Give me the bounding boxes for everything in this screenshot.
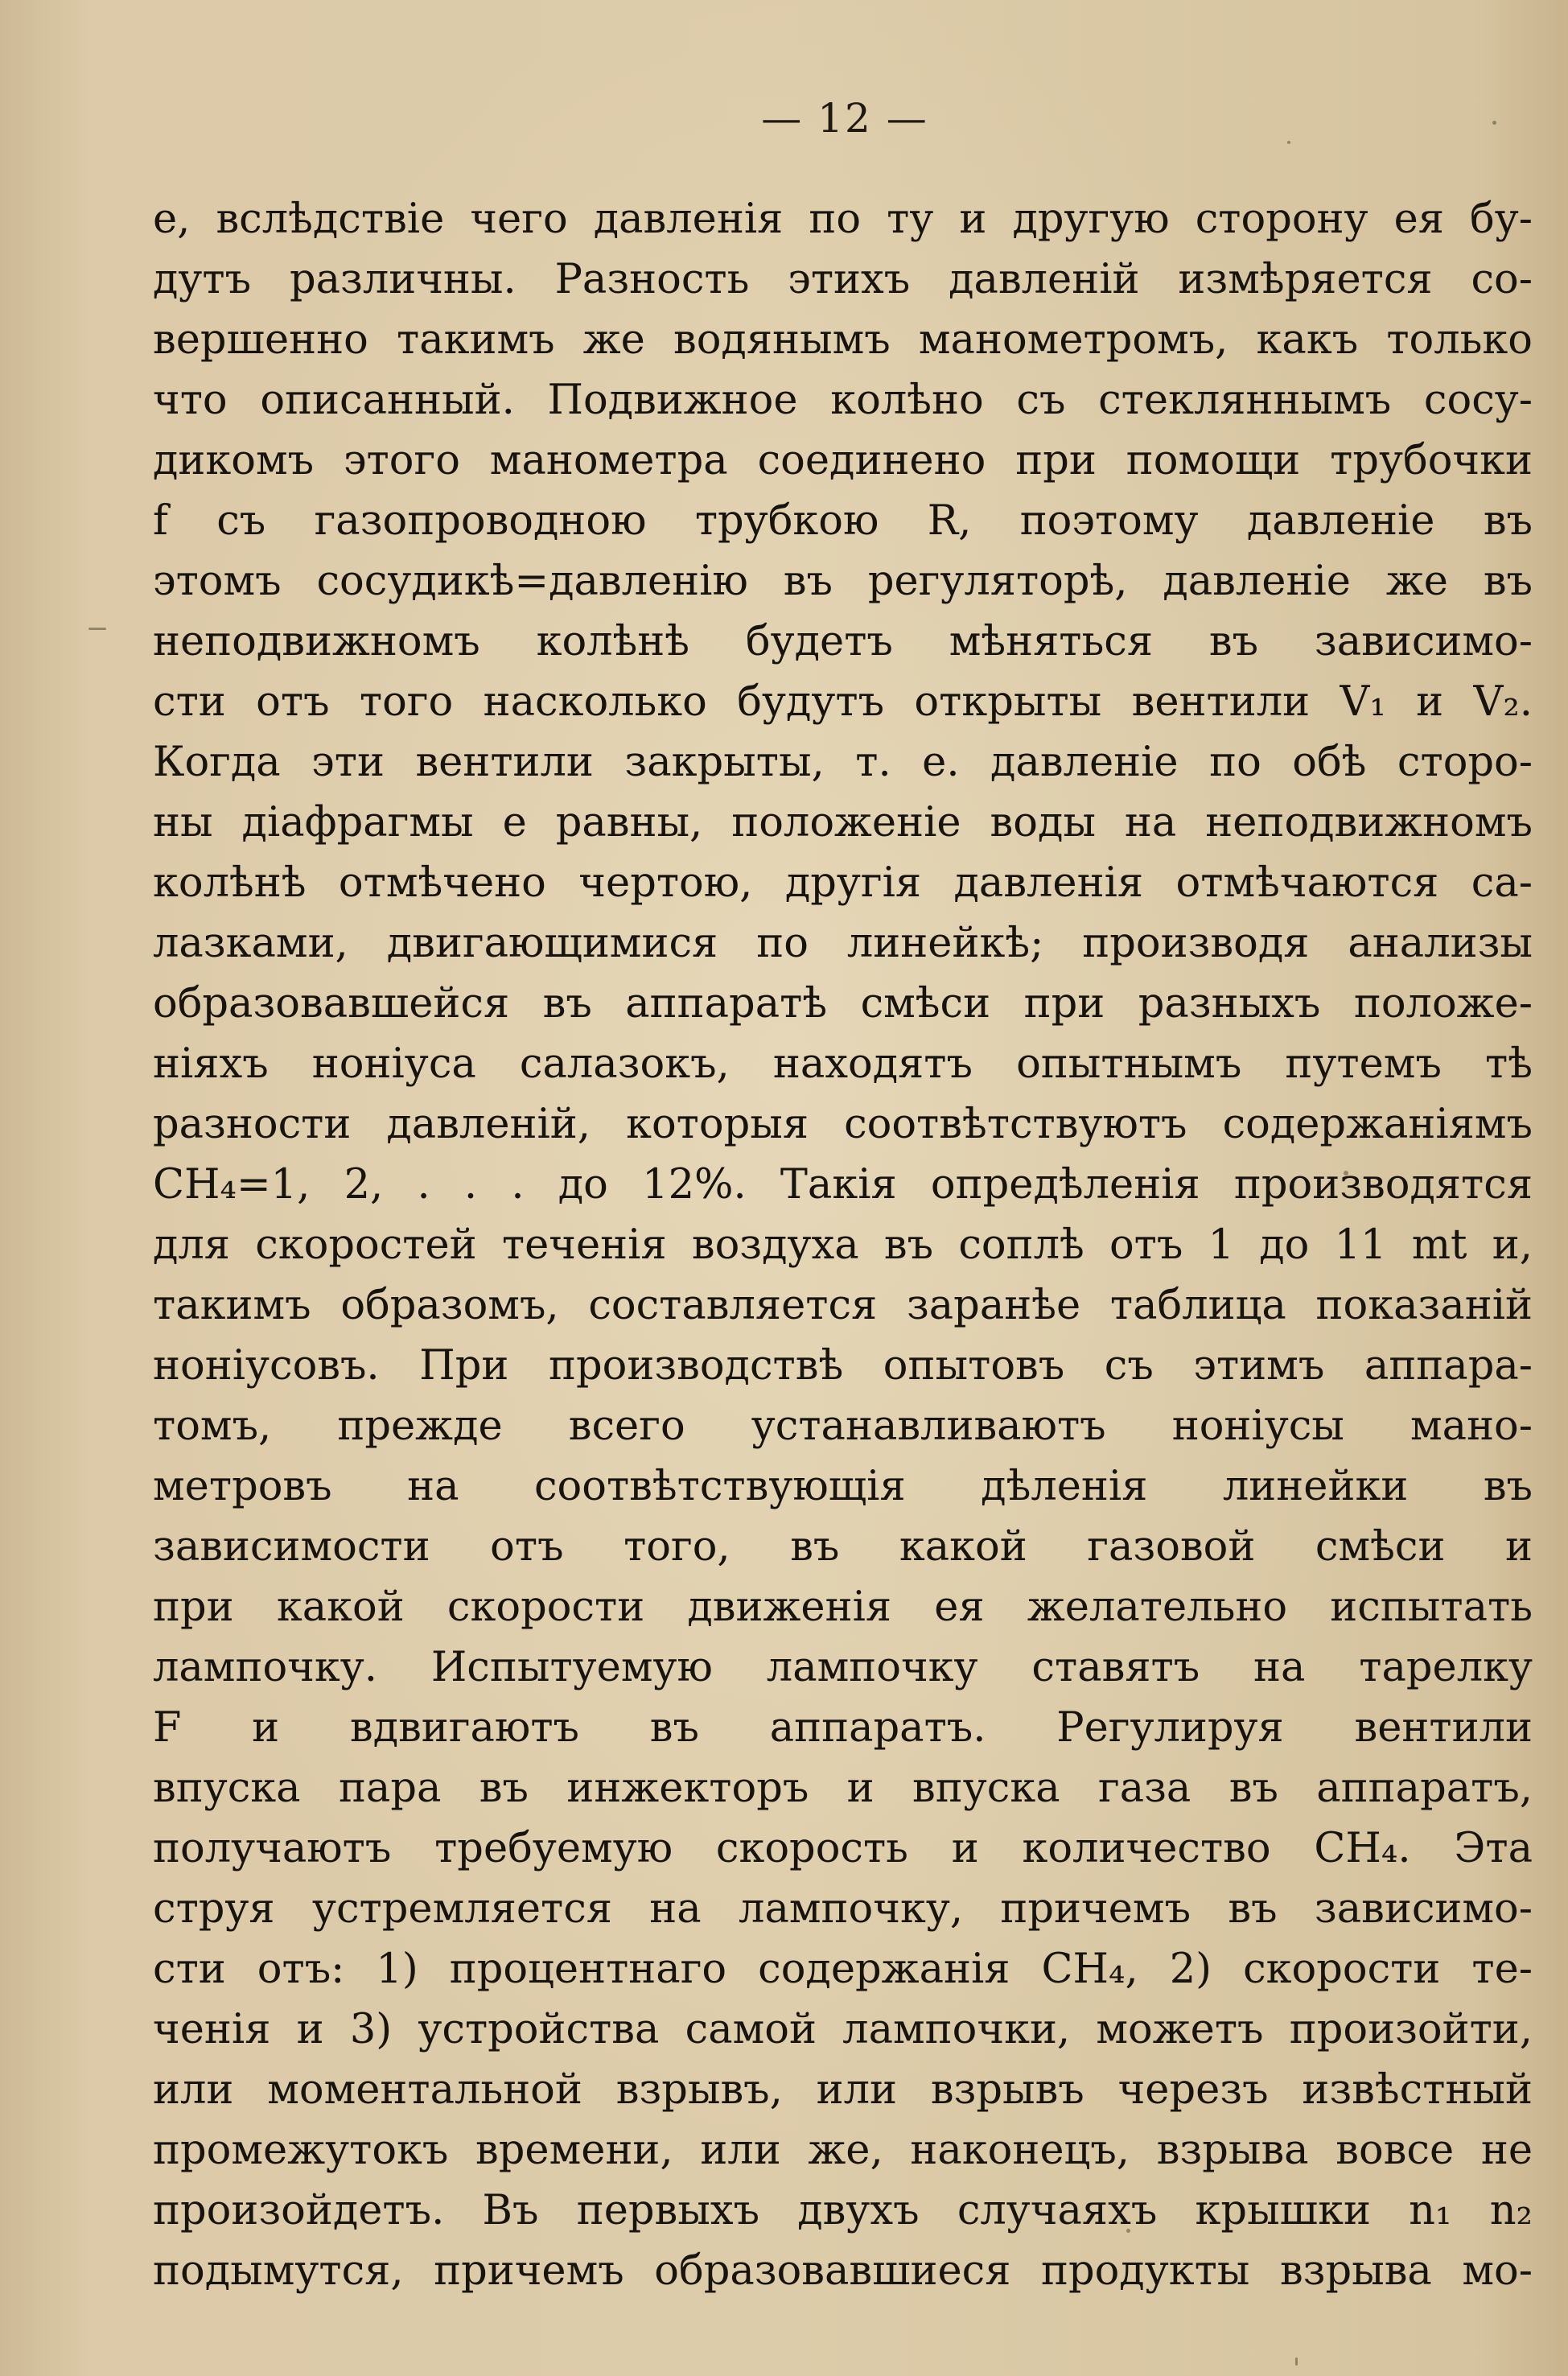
text-line: ны діафрагмы e равны, положеніе воды на неподвижномъ	[153, 799, 1533, 846]
text-line: или моментальной взрывъ, или взрывъ черезъ извѣстный	[153, 2066, 1533, 2114]
text-line: сти отъ того насколько будутъ открыты вентили V₁ и V₂.	[153, 678, 1533, 726]
text-line: томъ, прежде всего устанавливаютъ ноніусы мано-	[153, 1402, 1533, 1450]
paper-speck	[88, 628, 106, 630]
text-line: подымутся, причемъ образовавшиеся продукты взрыва мо-	[153, 2247, 1533, 2295]
text-line: метровъ на соотвѣтствующія дѣленія линейки въ	[153, 1463, 1533, 1510]
text-line: при какой скорости движенія ея желательно испытать	[153, 1583, 1533, 1631]
text-line: вершенно такимъ же водянымъ манометромъ, какъ только	[153, 316, 1533, 364]
text-line: лампочку. Испытуемую лампочку ставятъ на тарелку	[153, 1644, 1533, 1691]
text-line: ноніусовъ. При производствѣ опытовъ съ этимъ аппара-	[153, 1342, 1533, 1390]
text-line: разности давленій, которыя соотвѣтствуютъ содержаніямъ	[153, 1101, 1533, 1148]
text-line: дикомъ этого манометра соединено при помощи трубочки	[153, 437, 1533, 484]
text-line: зависимости отъ того, въ какой газовой смѣси и	[153, 1523, 1533, 1571]
text-line: для скоростей теченія воздуха въ соплѣ отъ 1 до 11 mt и,	[153, 1221, 1533, 1269]
text-line: получаютъ требуемую скорость и количество CH₄. Эта	[153, 1825, 1533, 1872]
text-line: е, вслѣдствіе чего давленія по ту и другую сторону ея бу-	[153, 196, 1533, 243]
text-line: F и вдвигаютъ въ аппаратъ. Регулируя вентили	[153, 1704, 1533, 1752]
text-line: сти отъ: 1) процентнаго содержанія CH₄, 2) скорости те-	[153, 1946, 1533, 1993]
text-line: неподвижномъ колѣнѣ будетъ мѣняться въ зависимо-	[153, 618, 1533, 665]
text-line: такимъ образомъ, составляется заранѣе таблица показаній	[153, 1282, 1533, 1329]
text-line: этомъ сосудикѣ=давленію въ регуляторѣ, давленіе же въ	[153, 558, 1533, 605]
text-line: f съ газопроводною трубкою R, поэтому давленіе въ	[153, 497, 1533, 545]
text-line: струя устремляется на лампочку, причемъ въ зависимо-	[153, 1885, 1533, 1933]
paper-speck	[1295, 2357, 1298, 2366]
text-line: впуска пара въ инжекторъ и впуска газа въ аппаратъ,	[153, 1764, 1533, 1812]
text-line: лазками, двигающимися по линейкѣ; производя анализы	[153, 920, 1533, 967]
text-line: образовавшейся въ аппаратѣ смѣси при разныхъ положе-	[153, 980, 1533, 1027]
text-line: что описанный. Подвижное колѣно съ стекляннымъ сосу-	[153, 377, 1533, 424]
text-line: колѣнѣ отмѣчено чертою, другія давленія отмѣчаются са-	[153, 859, 1533, 907]
text-line: ніяхъ ноніуса салазокъ, находятъ опытнымъ путемъ тѣ	[153, 1040, 1533, 1088]
body-text	[153, 189, 1533, 2301]
text-line: Когда эти вентили закрыты, т. е. давленіе по обѣ сторо-	[153, 739, 1533, 786]
text-line: произойдетъ. Въ первыхъ двухъ случаяхъ крышки n₁ n₂	[153, 2187, 1533, 2234]
text-line: ченія и 3) устройства самой лампочки, можетъ произойти,	[153, 2006, 1533, 2053]
text-line: дутъ различны. Разность этихъ давленій измѣряется со-	[153, 256, 1533, 303]
text-line: промежутокъ времени, или же, наконецъ, взрыва вовсе не	[153, 2127, 1533, 2174]
page-number: — 12 —	[761, 95, 928, 142]
text-line: CH₄=1, 2, . . . до 12%. Такія опредѣленія производятся	[153, 1161, 1533, 1209]
